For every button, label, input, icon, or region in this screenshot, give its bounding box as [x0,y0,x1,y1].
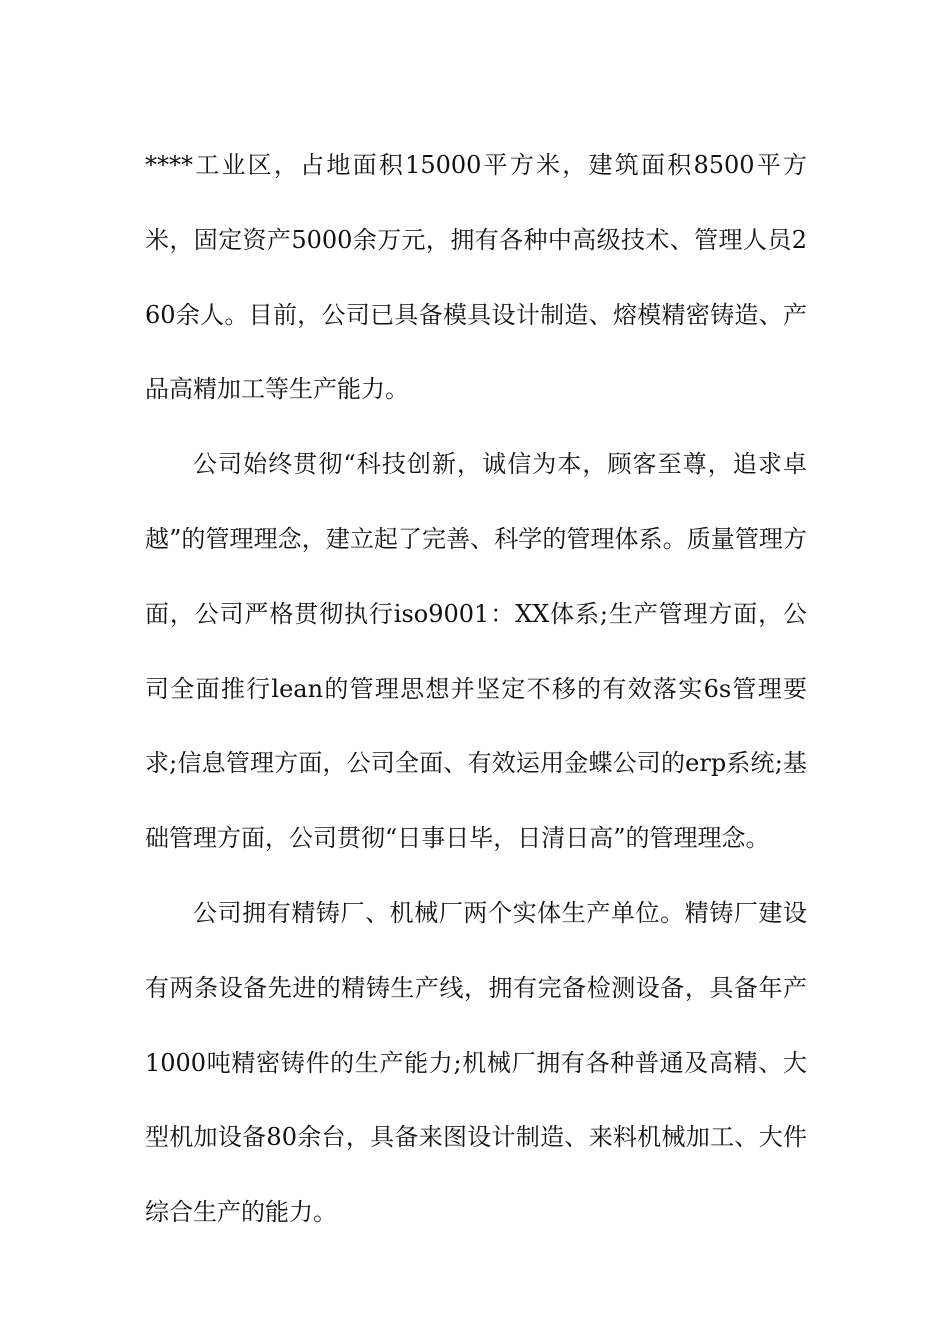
paragraph-1: ****工业区，占地面积15000平方米，建筑面积8500平方米，固定资产5000余万元，拥有各种中高级技术、管理人员260余人。目前，公司已具备模具设计制造、熔模精密铸造、产品高精加工等生产能力。 [145,151,807,404]
paragraph-3: 公司拥有精铸厂、机械厂两个实体生产单位。精铸厂建设有两条设备先进的精铸生产线，拥有完备检测设备，具备年产1000吨精密铸件的生产能力;机械厂拥有各种普通及高精、大型机加设备80余台，具备来图设计制造、来料机械加工、大件综合生产的能力。 [145,898,807,1227]
document-body [145,128,807,1250]
paragraph-2: 公司始终贯彻“科技创新，诚信为本，顾客至尊，追求卓越”的管理理念，建立起了完善、科学的管理体系。质量管理方面，公司严格贯彻执行iso9001：XX体系;生产管理方面，公司全面推行lean的管理思想并坚定不移的有效落实6s管理要求;信息管理方面，公司全面、有效运用金蝶公司的erp系统;基础管理方面，公司贯彻“日事日毕，日清日高”的管理理念。 [145,450,807,853]
